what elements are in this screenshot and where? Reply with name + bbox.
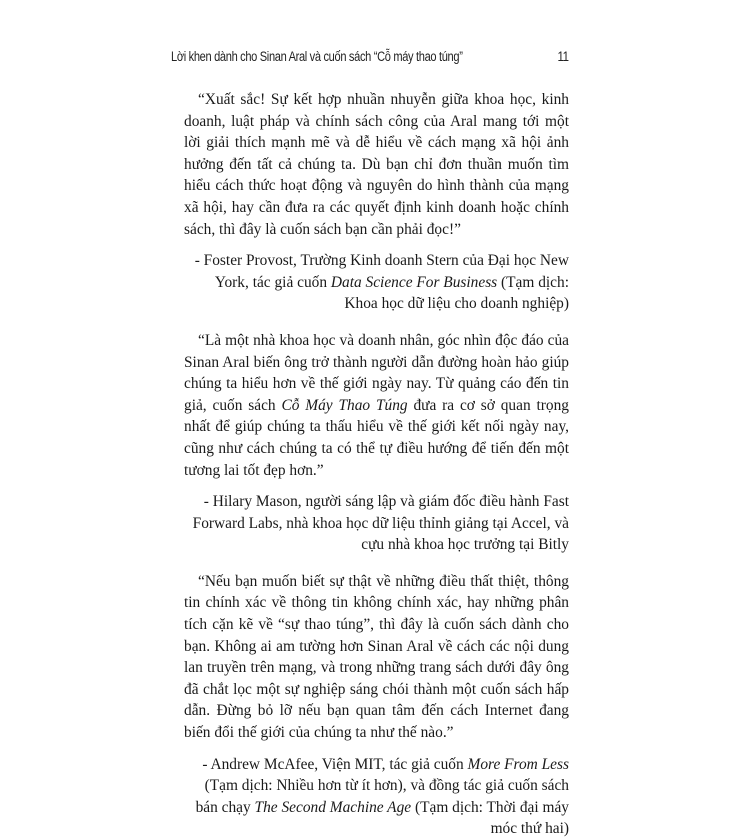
book-title-data-science: Data Science For Business xyxy=(330,273,498,291)
quote-mcafee: “Nếu bạn muốn biết sự thật về những điều thất thiệt, thông tin chính xác về thông tin không chính xác, hay những phân tích cặn kẽ về “sự thao túng”, thì đây là cuốn sách dành cho bạn. Không ai am tường hơn Sinan Aral về cách các nội dung lan truyền trên mạng, và trong những trang sách dưới đây ông đã chắt lọc một sự nghiệp sáng chói thành một cuốn sách hấp dẫn. Đừng bỏ lỡ nếu bạn quan tâm đến cách Internet đang biến đổi thế giới của chúng ta như thế nào.” xyxy=(184,572,569,742)
page-body xyxy=(184,89,569,840)
quote-mason: “Là một nhà khoa học và doanh nhân, góc nhìn độc đáo của Sinan Aral biến ông trở thành người dẫn đường hoàn hảo giúp chúng ta hiểu hơn về thế giới ngày nay. Từ quảng cáo đến tin giả, cuốn sách Cỗ Máy Thao Túng đưa ra cơ sở quan trọng nhất để giúp chúng ta thấu hiểu về thế giới kết nối ngày nay, cũng như cách chúng ta có thể tự điều hướng để tiến đến một tương lai tốt đẹp hơn.” xyxy=(184,331,569,479)
attribution-provost: - Foster Provost, Trường Kinh doanh Stern của Đại học New York, tác giả cuốn Data Science For Business (Tạm dịch: Khoa học dữ liệu cho doanh nghiệp) xyxy=(194,252,569,313)
book-title-more-from-less: More From Less xyxy=(467,755,569,773)
book-title-co-may-thao-tung: Cỗ Máy Thao Túng xyxy=(281,396,408,414)
attribution-mcafee: - Andrew McAfee, Viện MIT, tác giả cuốn More From Less (Tạm dịch: Nhiều hơn từ ít hơn), và đồng tác giả cuốn sách bán chạy The Second Machine Age (Tạm dịch: Thời đại máy móc thứ hai) xyxy=(195,755,569,838)
page-number: 11 xyxy=(557,48,569,64)
attribution-mason: - Hilary Mason, người sáng lập và giám đốc điều hành Fast Forward Labs, nhà khoa học dữ liệu thỉnh giảng tại Accel, và cựu nhà khoa học trưởng tại Bitly xyxy=(192,493,569,554)
running-header xyxy=(171,48,569,64)
running-title: Lời khen dành cho Sinan Aral và cuốn sách “Cỗ máy thao túng” xyxy=(171,49,463,64)
quote-provost: “Xuất sắc! Sự kết hợp nhuần nhuyễn giữa khoa học, kinh doanh, luật pháp và chính sách công của Aral mang tới một lời giải thích mạnh mẽ và dễ hiểu về cách mạng xã hội ảnh hưởng đến tất cả chúng ta. Dù bạn chỉ đơn thuần muốn tìm hiểu cách thức hoạt động và nguyên do hình thành của mạng xã hội, hay cần đưa ra các quyết định kinh doanh hoặc chính sách, thì đây là cuốn sách bạn cần phải đọc!” xyxy=(184,91,569,238)
book-title-second-machine-age: The Second Machine Age xyxy=(254,798,412,816)
